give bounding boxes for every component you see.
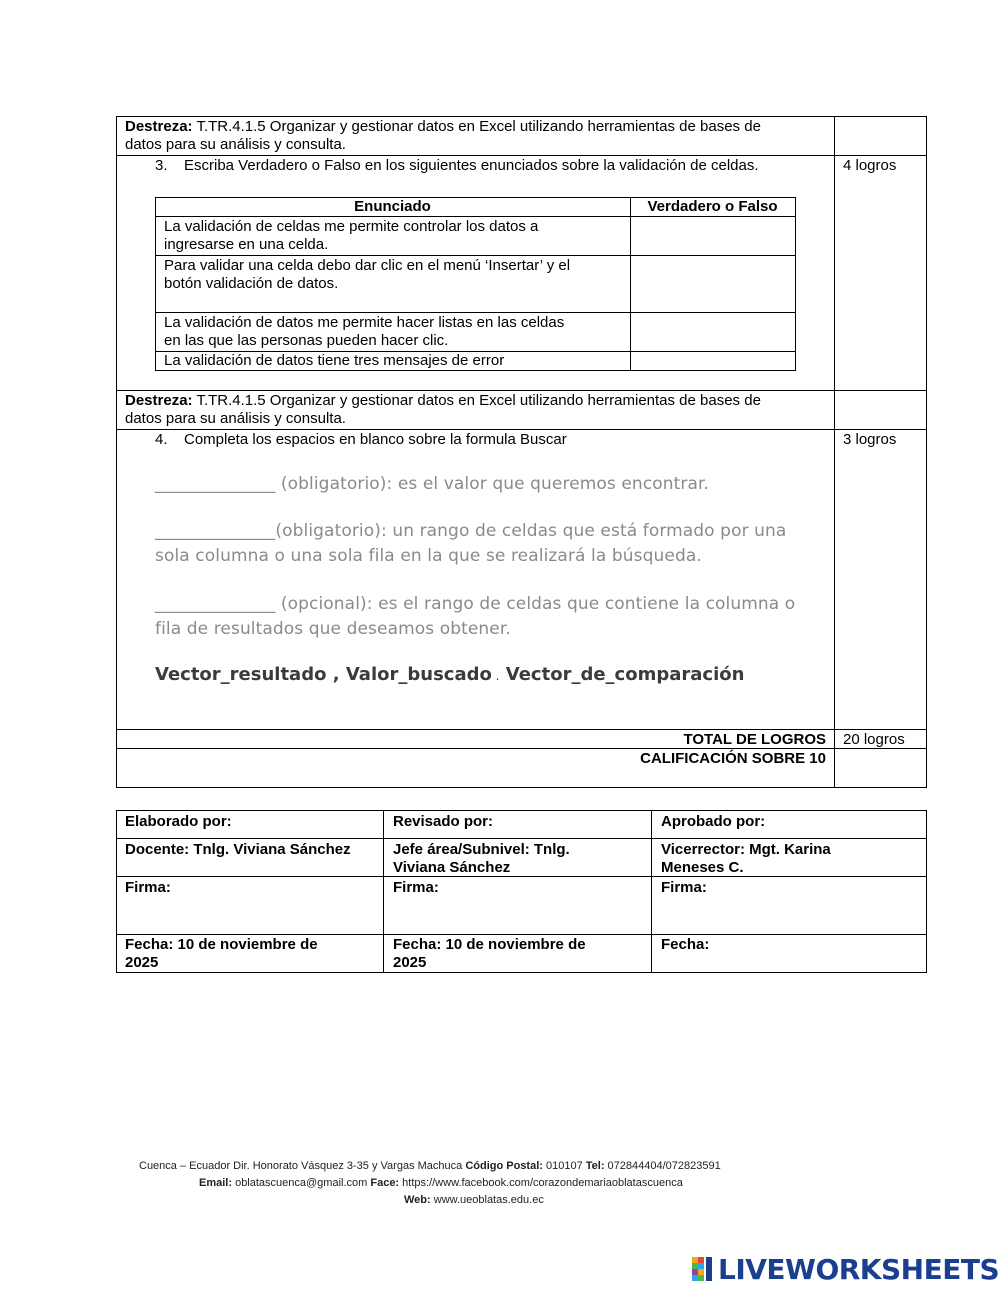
vicerrector-line1: Vicerrector: Mgt. Karina: [661, 841, 831, 858]
firma-3: Firma:: [661, 879, 707, 896]
total-logros-label: TOTAL DE LOGROS: [683, 731, 826, 748]
footer-web-text: www.ueoblatas.edu.ec: [430, 1194, 544, 1206]
word-vector-de-comparacion[interactable]: Vector_de_comparación: [505, 664, 745, 685]
footer-tel-label: Tel:: [585, 1160, 605, 1172]
footer-tel: 072844404/072823591: [604, 1160, 721, 1172]
footer-web-label: Web:: [404, 1194, 431, 1206]
blank-2-line2: sola columna o una sola fila en la que se realizará la búsqueda.: [155, 546, 702, 566]
liveworksheets-logo: [692, 1253, 999, 1285]
calificacion-label: CALIFICACIÓN SOBRE 10: [640, 750, 826, 767]
question-3-logros: 4 logros: [843, 157, 897, 174]
footer-face: https://www.facebook.com/corazondemariaoblatascuenca: [399, 1177, 683, 1189]
answer-cell-4[interactable]: [631, 352, 795, 370]
destreza-1: [125, 118, 761, 137]
firma-1: Firma:: [125, 879, 171, 896]
blank-1-drop-zone[interactable]: [155, 476, 305, 496]
fecha-1-line1: Fecha: 10 de noviembre de: [125, 936, 318, 953]
footer-postal-label: Código Postal:: [465, 1160, 543, 1172]
firma-2: Firma:: [393, 879, 439, 896]
word-vector-resultado[interactable]: Vector_resultado: [155, 664, 327, 685]
vicerrector-line2: Meneses C.: [661, 859, 744, 876]
destreza-label: Destreza:: [125, 118, 193, 135]
fecha-2-line2: 2025: [393, 954, 427, 971]
fecha-1-line2: 2025: [125, 954, 159, 971]
word-separator: .: [491, 669, 500, 683]
blank-3-line2: fila de resultados que deseamos obtener.: [155, 619, 511, 639]
statement-1-line1: La validación de celdas me permite controlar los datos a: [164, 218, 539, 235]
liveworksheets-logo-text: LIVEWORKSHEETS: [718, 1252, 1000, 1286]
question-4-text: Completa los espacios en blanco sobre la formula Buscar: [184, 431, 567, 448]
header-verdadero-falso: Verdadero o Falso: [647, 198, 778, 215]
footer-contacts: [199, 1177, 1000, 1189]
question-4-number: 4.: [155, 431, 168, 448]
word-separator: ,: [326, 664, 340, 685]
footer-email-label: Email:: [199, 1177, 233, 1189]
destreza-label: Destreza:: [125, 392, 193, 409]
destreza-text: T.TR.4.1.5 Organizar y gestionar datos en Excel utilizando herramientas de bases de: [196, 118, 761, 135]
statement-3-line2: en las que las personas pueden hacer clic.: [164, 332, 449, 349]
answer-cell-2[interactable]: [631, 256, 795, 312]
statement-2-line1: Para validar una celda debo dar clic en el menú ‘Insertar’ y el: [164, 257, 571, 274]
aprobado-header: Aprobado por:: [661, 813, 766, 830]
footer-face-label: Face:: [370, 1177, 400, 1189]
fecha-3: Fecha:: [661, 936, 710, 953]
statement-1-line2: ingresarse en una celda.: [164, 236, 329, 253]
blank-3-drop-zone[interactable]: [155, 596, 305, 616]
question-3-text: Escriba Verdadero o Falso en los siguientes enunciados sobre la validación de celdas.: [184, 157, 759, 174]
footer-address: [139, 1160, 1000, 1172]
question-4-logros: 3 logros: [843, 431, 897, 448]
statement-3-line1: La validación de datos me permite hacer listas en las celdas: [164, 314, 565, 331]
blank-2-line1: ______________(obligatorio): un rango de celdas que está formado por una: [155, 521, 787, 541]
elaborado-header: Elaborado por:: [125, 813, 232, 830]
blank-3-line1: ______________ (opcional): es el rango de celdas que contiene la columna o: [155, 594, 796, 614]
fecha-2-line1: Fecha: 10 de noviembre de: [393, 936, 586, 953]
docente-name: Docente: Tnlg. Viviana Sánchez: [125, 841, 351, 858]
total-logros-value: 20 logros: [843, 731, 905, 748]
word-bank: [155, 664, 744, 685]
revisado-header: Revisado por:: [393, 813, 494, 830]
statement-4-line1: La validación de datos tiene tres mensajes de error: [164, 352, 505, 369]
blank-1: ______________ (obligatorio): es el valor que queremos encontrar.: [155, 474, 710, 494]
jefe-area-line1: Jefe área/Subnivel: Tnlg.: [393, 841, 570, 858]
destreza-2-line2: datos para su análisis y consulta.: [125, 410, 346, 427]
footer-email: oblatascuenca@gmail.com: [232, 1177, 371, 1189]
destreza-2: [125, 392, 761, 411]
liveworksheets-blocks-icon: [692, 1257, 716, 1281]
footer-postal: 010107: [542, 1160, 586, 1172]
blank-2-drop-zone[interactable]: [158, 523, 308, 543]
statement-2-line2: botón validación de datos.: [164, 275, 339, 292]
footer-web: [404, 1194, 1000, 1206]
destreza-text: T.TR.4.1.5 Organizar y gestionar datos en Excel utilizando herramientas de bases de: [196, 392, 761, 409]
destreza-1-line2: datos para su análisis y consulta.: [125, 136, 346, 153]
answer-cell-3[interactable]: [631, 313, 795, 351]
word-valor-buscado[interactable]: Valor_buscado: [345, 664, 492, 685]
jefe-area-line2: Viviana Sánchez: [393, 859, 511, 876]
question-3-number: 3.: [155, 157, 168, 174]
calificacion-cell[interactable]: [835, 749, 926, 787]
header-enunciado: Enunciado: [354, 198, 431, 215]
answer-cell-1[interactable]: [631, 217, 795, 255]
footer-address-text: Cuenca – Ecuador Dir. Honorato Vásquez 3-35 y Vargas Machuca: [139, 1160, 466, 1172]
